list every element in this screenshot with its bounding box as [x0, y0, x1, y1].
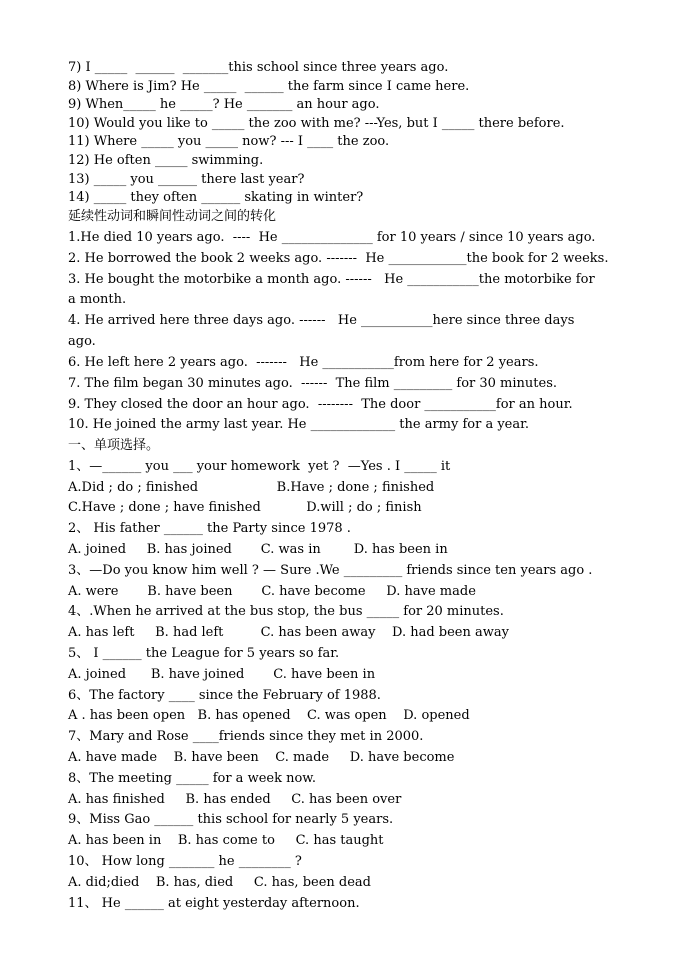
mc-question-3: 3、—Do you know him well ? — Sure .We _________ friends since ten years ago . [68, 563, 593, 578]
conversion-item-6: 6. He left here 2 years ago. ------- He ___________from here for 2 years. [68, 355, 539, 370]
mc-question-1: 1、—______ you ___ your homework yet ? —Yes . I _____ it [68, 459, 451, 474]
exercise-line-9: 9) When_____ he _____? He _______ an hour ago. [68, 97, 380, 112]
mc-question-9: 9、Miss Gao ______ this school for nearly 5 years. [68, 812, 394, 827]
mc-question-6: 6、The factory ____ since the February of 1988. [68, 688, 381, 703]
mc-options-1a: A.Did ; do ; finished B.Have ; done ; finished [68, 480, 435, 495]
conversion-item-7: 7. The film began 30 minutes ago. ------ The film _________ for 30 minutes. [68, 376, 557, 391]
exercise-line-11: 11) Where _____ you _____ now? --- I ____ the zoo. [68, 134, 390, 149]
mc-options-2: A. joined B. has joined C. was in D. has been in [68, 542, 448, 557]
section-heading-conversion: 延续性动词和瞬间性动词之间的转化 [68, 209, 277, 224]
conversion-item-9: 9. They closed the door an hour ago. -------- The door ___________for an hour. [68, 397, 573, 412]
mc-options-4: A. has left B. had left C. has been away D. had been away [68, 625, 509, 640]
conversion-item-4: 4. He arrived here three days ago. ------ He ___________here since three days [68, 313, 575, 328]
mc-options-9: A. has been in B. has come to C. has taught [68, 833, 384, 848]
mc-question-2: 2、 His father ______ the Party since 1978 . [68, 521, 351, 536]
mc-question-4: 4、.When he arrived at the bus stop, the bus _____ for 20 minutes. [68, 604, 504, 619]
mc-question-5: 5、 I ______ the League for 5 years so far. [68, 646, 340, 661]
mc-question-7: 7、Mary and Rose ____friends since they met in 2000. [68, 729, 424, 744]
mc-options-3: A. were B. have been C. have become D. have made [68, 584, 476, 599]
exercise-line-7: 7) I _____ ______ _______this school since three years ago. [68, 60, 449, 75]
exercise-line-10: 10) Would you like to _____ the zoo with me? ---Yes, but I _____ there before. [68, 116, 565, 131]
conversion-item-3: 3. He bought the motorbike a month ago. ------ He ___________the motorbike for [68, 272, 595, 287]
conversion-item-3-cont: a month. [68, 292, 127, 307]
mc-options-10: A. did;died B. has, died C. has, been dead [68, 875, 371, 890]
mc-options-8: A. has finished B. has ended C. has been over [68, 792, 402, 807]
exercise-line-13: 13) _____ you ______ there last year? [68, 172, 305, 187]
conversion-item-1: 1.He died 10 years ago. ---- He ______________ for 10 years / since 10 years ago. [68, 230, 596, 245]
exercise-line-8: 8) Where is Jim? He _____ ______ the farm since I came here. [68, 79, 470, 94]
mc-options-7: A. have made B. have been C. made D. have become [68, 750, 455, 765]
mc-question-10: 10、 How long _______ he ________ ? [68, 854, 302, 869]
conversion-item-2: 2. He borrowed the book 2 weeks ago. ------- He ____________the book for 2 weeks. [68, 251, 609, 266]
conversion-item-4-cont: ago. [68, 334, 96, 349]
mc-options-5: A. joined B. have joined C. have been in [68, 667, 376, 682]
mc-options-1b: C.Have ; done ; have finished D.will ; do ; finish [68, 500, 422, 515]
exercise-line-14: 14) _____ they often ______ skating in winter? [68, 190, 364, 205]
section-heading-multiple-choice: 一、单项选择。 [68, 438, 160, 453]
exercise-line-12: 12) He often _____ swimming. [68, 153, 264, 168]
mc-options-6: A . has been open B. has opened C. was open D. opened [68, 708, 470, 723]
mc-question-11: 11、 He ______ at eight yesterday afternoon. [68, 896, 360, 911]
conversion-item-10: 10. He joined the army last year. He _____________ the army for a year. [68, 417, 530, 432]
mc-question-8: 8、The meeting _____ for a week now. [68, 771, 317, 786]
